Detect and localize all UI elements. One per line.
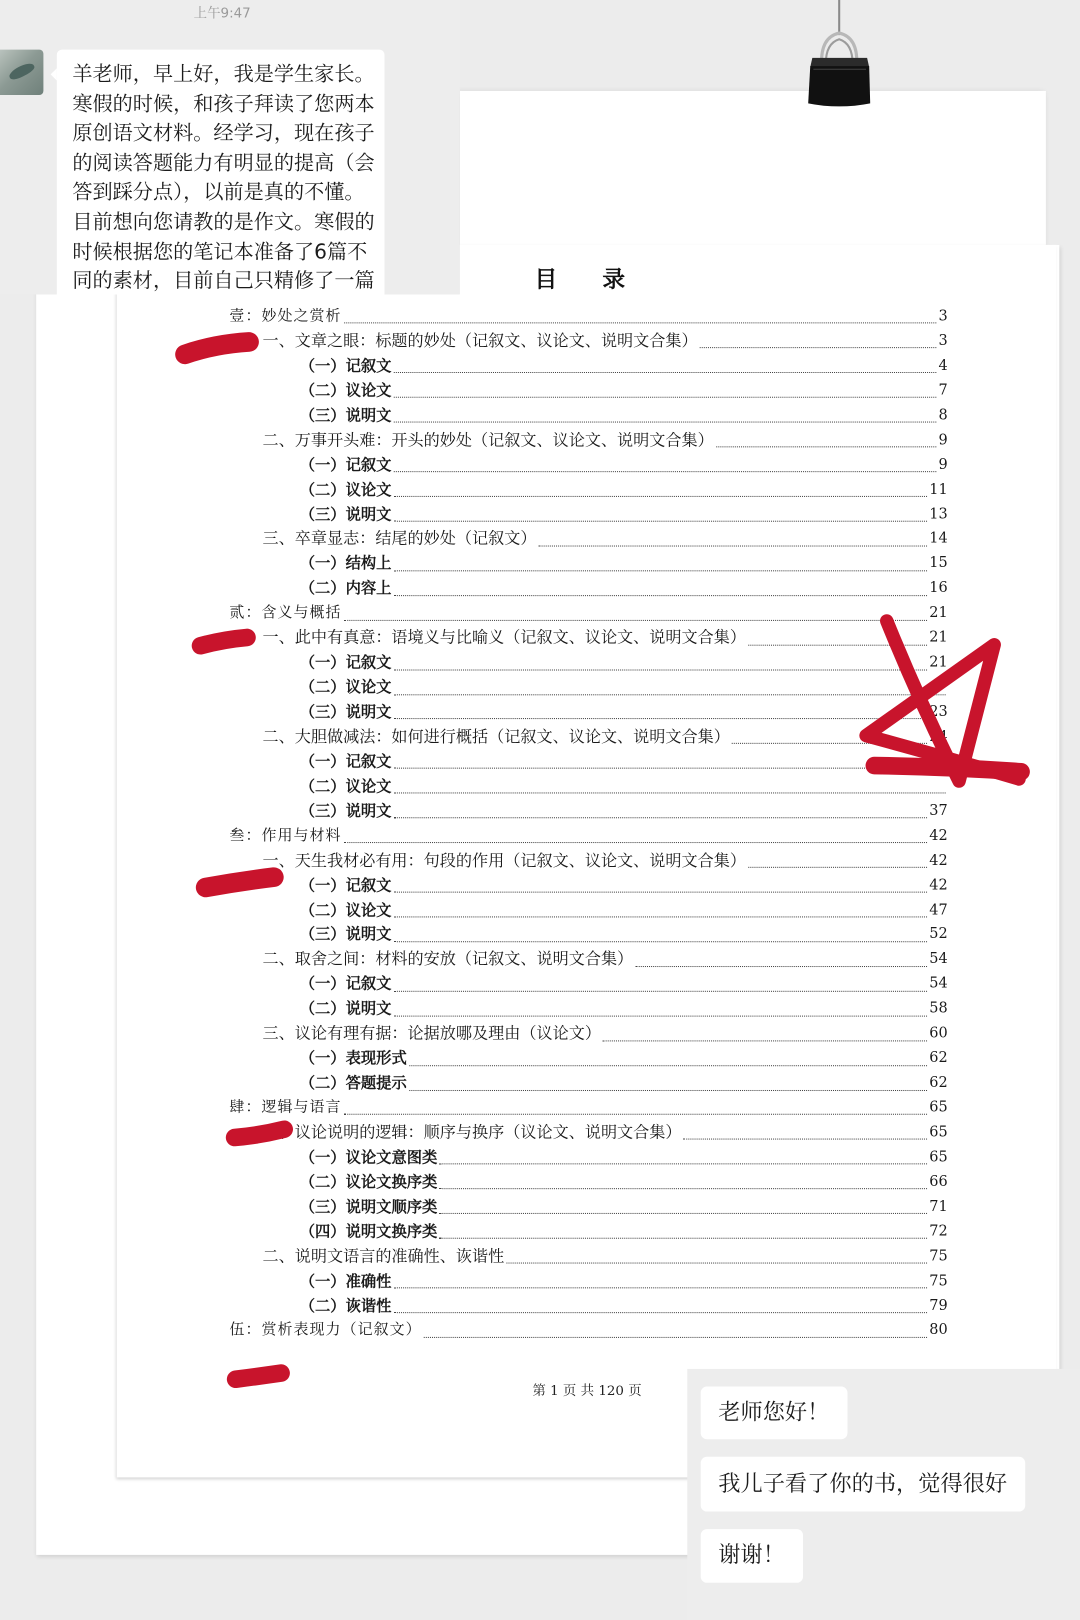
toc-dot-leader (394, 422, 937, 423)
toc-entry-label: （一）记叙文 (299, 654, 392, 672)
toc-entry (0, 1096, 948, 1121)
toc-entry-label: 一、文章之眼：标题的妙处（记叙文、议论文、说明文合集） (262, 331, 698, 351)
toc-dot-leader (394, 1287, 928, 1288)
toc-page-number: 58 (929, 1000, 948, 1017)
toc-entry-label: （二）议论文 (299, 481, 392, 499)
toc-dot-leader (344, 620, 928, 621)
table-of-contents (0, 305, 948, 1344)
toc-entry (0, 898, 948, 923)
toc-page-number: 79 (929, 1297, 948, 1314)
toc-entry (0, 1294, 948, 1319)
toc-entry (0, 874, 948, 899)
chat-screenshot-bottom (687, 1369, 1080, 1620)
toc-entry (0, 1022, 948, 1047)
toc-dot-leader (424, 1337, 927, 1338)
toc-page-number: 65 (929, 1148, 948, 1166)
toc-entry-label: （三）说明文顺序类 (299, 1198, 438, 1216)
toc-dot-leader (684, 1139, 928, 1140)
message-line: 时候根据您的笔记本准备了6篇不 (72, 239, 368, 264)
toc-dot-leader (748, 644, 927, 645)
toc-page-number: 3 (938, 307, 948, 325)
toc-dot-leader (394, 817, 928, 818)
toc-entry-label: （二）诙谐性 (299, 1297, 392, 1315)
toc-entry-label: （三）说明文 (299, 406, 392, 425)
toc-dot-leader (409, 1065, 927, 1066)
toc-page-number: 21 (929, 654, 948, 671)
toc-entry-label: （二）议论文 (299, 901, 392, 919)
toc-entry (0, 1170, 948, 1195)
toc-dot-leader (394, 1015, 928, 1016)
toc-entry-label: （三）说明文 (299, 703, 392, 722)
message-line: 原创语文材料。经学习，现在孩子 (72, 121, 375, 145)
avatar-image (7, 60, 36, 82)
toc-page-number: 24 (929, 728, 948, 745)
toc-entry (0, 552, 948, 577)
message-line: 的阅读答题能力有明显的提高（会 (72, 150, 375, 175)
toc-dot-leader (506, 1263, 927, 1264)
toc-entry-label: （三）说明文 (299, 926, 392, 944)
toc-entry (0, 973, 948, 998)
toc-entry (0, 305, 948, 330)
toc-entry-label: （二）议论文换序类 (299, 1173, 438, 1192)
toc-entry-label: （一）记叙文 (299, 975, 392, 994)
toc-page-number: 42 (929, 827, 948, 844)
toc-page-number: 4 (938, 357, 948, 374)
toc-dot-leader (439, 1213, 927, 1214)
toc-dot-leader (394, 793, 946, 794)
toc-entry-label: （四）说明文换序类 (299, 1222, 438, 1241)
toc-entry (0, 1245, 948, 1270)
toc-dot-leader (394, 496, 928, 497)
toc-page-number: 65 (929, 1124, 948, 1141)
toc-entry-label: 二、大胆做减法：如何进行概括（记叙文、议论文、说明文合集） (262, 727, 730, 746)
toc-entry (0, 824, 948, 849)
toc-page-number: 62 (929, 1074, 948, 1092)
toc-entry (0, 404, 948, 429)
toc-entry-label: 一、议论说明的逻辑：顺序与换序（议论文、说明文合集） (262, 1122, 682, 1142)
toc-dot-leader (394, 719, 928, 720)
message-bubble: 我儿子看了你的书，觉得很好 (701, 1457, 1025, 1512)
toc-dot-leader (394, 916, 928, 917)
message-timestamp: 上午9:47 (193, 6, 251, 22)
toc-entry (0, 1319, 948, 1344)
toc-dot-leader (394, 768, 946, 769)
toc-dot-leader (748, 867, 927, 868)
toc-page-number: 54 (929, 975, 948, 993)
toc-dot-leader (439, 1188, 927, 1189)
toc-page-number: 11 (929, 481, 948, 498)
toc-dot-leader (394, 669, 928, 670)
toc-entry (0, 651, 948, 676)
toc-page-number: 8 (938, 406, 948, 424)
toc-entry (0, 849, 948, 874)
toc-entry-label: 一、此中有真意：语境义与比喻义（记叙文、议论文、说明文合集） (262, 628, 747, 647)
toc-entry (0, 354, 948, 379)
toc-entry-label: 伍：赏析表现力（记叙文） (229, 1321, 422, 1339)
toc-entry (0, 478, 948, 503)
toc-entry-label: 二、万事开头难：开头的妙处（记叙文、议论文、说明文合集） (262, 430, 714, 450)
toc-page-number: 42 (929, 851, 948, 869)
toc-entry-label: 二、说明文语言的准确性、诙谐性 (262, 1246, 505, 1266)
toc-entry-label: （一）议论文意图类 (299, 1148, 438, 1167)
toc-page-number: 14 (929, 530, 948, 547)
toc-entry (0, 1071, 948, 1096)
toc-entry (0, 1220, 948, 1245)
toc-dot-leader (394, 570, 928, 571)
toc-page-number: 65 (929, 1099, 948, 1116)
toc-page-number: 16 (929, 579, 948, 597)
toc-entry (0, 1146, 948, 1171)
toc-entry (0, 1047, 948, 1072)
toc-entry (0, 503, 948, 528)
toc-entry-label: （二）答题提示 (299, 1074, 407, 1093)
toc-dot-leader (603, 1040, 927, 1041)
message-line: 同的素材，目前自己只精修了一篇 (72, 268, 375, 293)
toc-entry-label: 贰：含义与概括 (229, 604, 342, 622)
toc-entry (0, 676, 948, 701)
toc-entry-label: （一）记叙文 (299, 753, 392, 771)
toc-entry-label: （二）议论文 (299, 678, 392, 697)
toc-entry (0, 379, 948, 404)
toc-entry-label: （一）表现形式 (299, 1049, 407, 1068)
toc-page-number: 54 (929, 950, 948, 968)
toc-entry (0, 330, 948, 355)
toc-dot-leader (394, 694, 946, 695)
toc-entry-label: （一）记叙文 (299, 357, 392, 375)
toc-page-number: 15 (929, 555, 948, 572)
toc-page-number: 75 (929, 1247, 948, 1265)
toc-dot-leader (394, 397, 937, 398)
toc-page-number: 37 (929, 802, 948, 820)
message-line: 目前想向您请教的是作文。寒假的 (72, 209, 375, 234)
toc-dot-leader (394, 941, 928, 942)
message-bubble: 老师您好！ (701, 1387, 847, 1440)
toc-page-number: 52 (929, 926, 948, 943)
page-footer: 第 1 页 共 120 页 (532, 1383, 642, 1399)
toc-entry-label: 壹：妙处之赏析 (229, 307, 342, 325)
toc-dot-leader (635, 966, 927, 967)
toc-page-number: 3 (938, 332, 948, 350)
toc-entry-label: （二）议论文 (299, 382, 392, 400)
toc-entry-label: （一）准确性 (299, 1272, 392, 1290)
toc-entry (0, 948, 948, 973)
toc-page-number: 80 (929, 1321, 948, 1339)
toc-dot-leader (716, 446, 937, 447)
toc-entry-label: （一）记叙文 (299, 456, 392, 474)
toc-entry (0, 700, 948, 725)
toc-dot-leader (394, 521, 928, 522)
toc-entry (0, 775, 948, 800)
toc-dot-leader (344, 842, 928, 843)
toc-dot-leader (539, 545, 928, 546)
binder-clip-icon (801, 0, 879, 114)
message-bubble: 谢谢！ (701, 1529, 803, 1583)
toc-dot-leader (394, 595, 928, 596)
toc-entry (0, 799, 948, 824)
toc-page-number: 9 (938, 431, 948, 449)
toc-entry (0, 577, 948, 602)
toc-entry (0, 1195, 948, 1220)
message-line: 寒假的时候，和孩子拜读了您两本 (72, 91, 375, 116)
chat-screenshot-top (0, 0, 460, 294)
toc-entry (0, 1121, 948, 1146)
toc-page-number: 47 (929, 901, 948, 918)
toc-entry (0, 453, 948, 478)
toc-entry-label: 叁：作用与材料 (229, 827, 342, 844)
toc-page-number: 21 (929, 604, 948, 622)
toc-page-number: 13 (929, 505, 948, 523)
toc-page-number: 71 (929, 1198, 948, 1215)
toc-dot-leader (439, 1164, 927, 1165)
toc-page-number: 23 (929, 703, 948, 721)
toc-dot-leader (732, 743, 927, 744)
toc-dot-leader (394, 372, 937, 373)
toc-entry (0, 923, 948, 948)
toc-entry (0, 1269, 948, 1294)
toc-entry-label: （三）说明文 (299, 505, 392, 524)
toc-entry (0, 428, 948, 453)
toc-page-number: 42 (929, 876, 948, 894)
toc-entry-label: 三、卒章显志：结尾的妙处（记叙文） (262, 529, 537, 549)
toc-dot-leader (439, 1238, 927, 1239)
toc-page-number: 62 (929, 1049, 948, 1067)
toc-page-number: 72 (929, 1222, 948, 1240)
message-line: 答到踩分点），以前是真的不懂。 (72, 180, 365, 204)
toc-page-number: 21 (929, 629, 948, 646)
toc-entry (0, 750, 948, 775)
toc-entry-label: （一）记叙文 (299, 876, 392, 895)
toc-dot-leader (700, 348, 937, 349)
toc-dot-leader (394, 991, 928, 992)
toc-entry-label: （一）结构上 (299, 555, 392, 573)
toc-entry-label: 一、天生我材必有用：句段的作用（记叙文、议论文、说明文合集） (262, 850, 747, 870)
avatar[interactable] (0, 50, 43, 95)
toc-page-number: 9 (938, 456, 948, 473)
toc-page-number: 66 (929, 1173, 948, 1191)
toc-entry-label: 三、议论有理有据：论据放哪及理由（议论文） (262, 1024, 601, 1043)
toc-title: 目 录 (534, 266, 644, 294)
toc-entry-label: （二）议论文 (299, 777, 392, 796)
message-line: 羊老师，早上好，我是学生家长。 (72, 61, 375, 86)
toc-page-number: 60 (929, 1025, 948, 1042)
toc-dot-leader (344, 1114, 928, 1115)
toc-entry-label: （二）说明文 (299, 1000, 392, 1018)
message-bubble (57, 50, 385, 295)
toc-entry (0, 527, 948, 552)
toc-dot-leader (394, 1312, 928, 1313)
toc-dot-leader (394, 471, 937, 472)
toc-entry-label: （二）内容上 (299, 579, 392, 598)
toc-entry (0, 602, 948, 627)
toc-entry (0, 725, 948, 750)
toc-dot-leader (394, 892, 928, 893)
toc-entry (0, 626, 948, 651)
toc-page-number: 7 (938, 382, 948, 399)
toc-entry-label: （三）说明文 (299, 802, 392, 821)
toc-entry-label: 二、取舍之间：材料的安放（记叙文、说明文合集） (262, 949, 634, 969)
toc-dot-leader (409, 1089, 927, 1090)
toc-entry-label: 肆：逻辑与语言 (229, 1099, 342, 1116)
toc-page-number: 75 (929, 1272, 948, 1289)
toc-entry (0, 997, 948, 1022)
toc-dot-leader (344, 323, 937, 324)
